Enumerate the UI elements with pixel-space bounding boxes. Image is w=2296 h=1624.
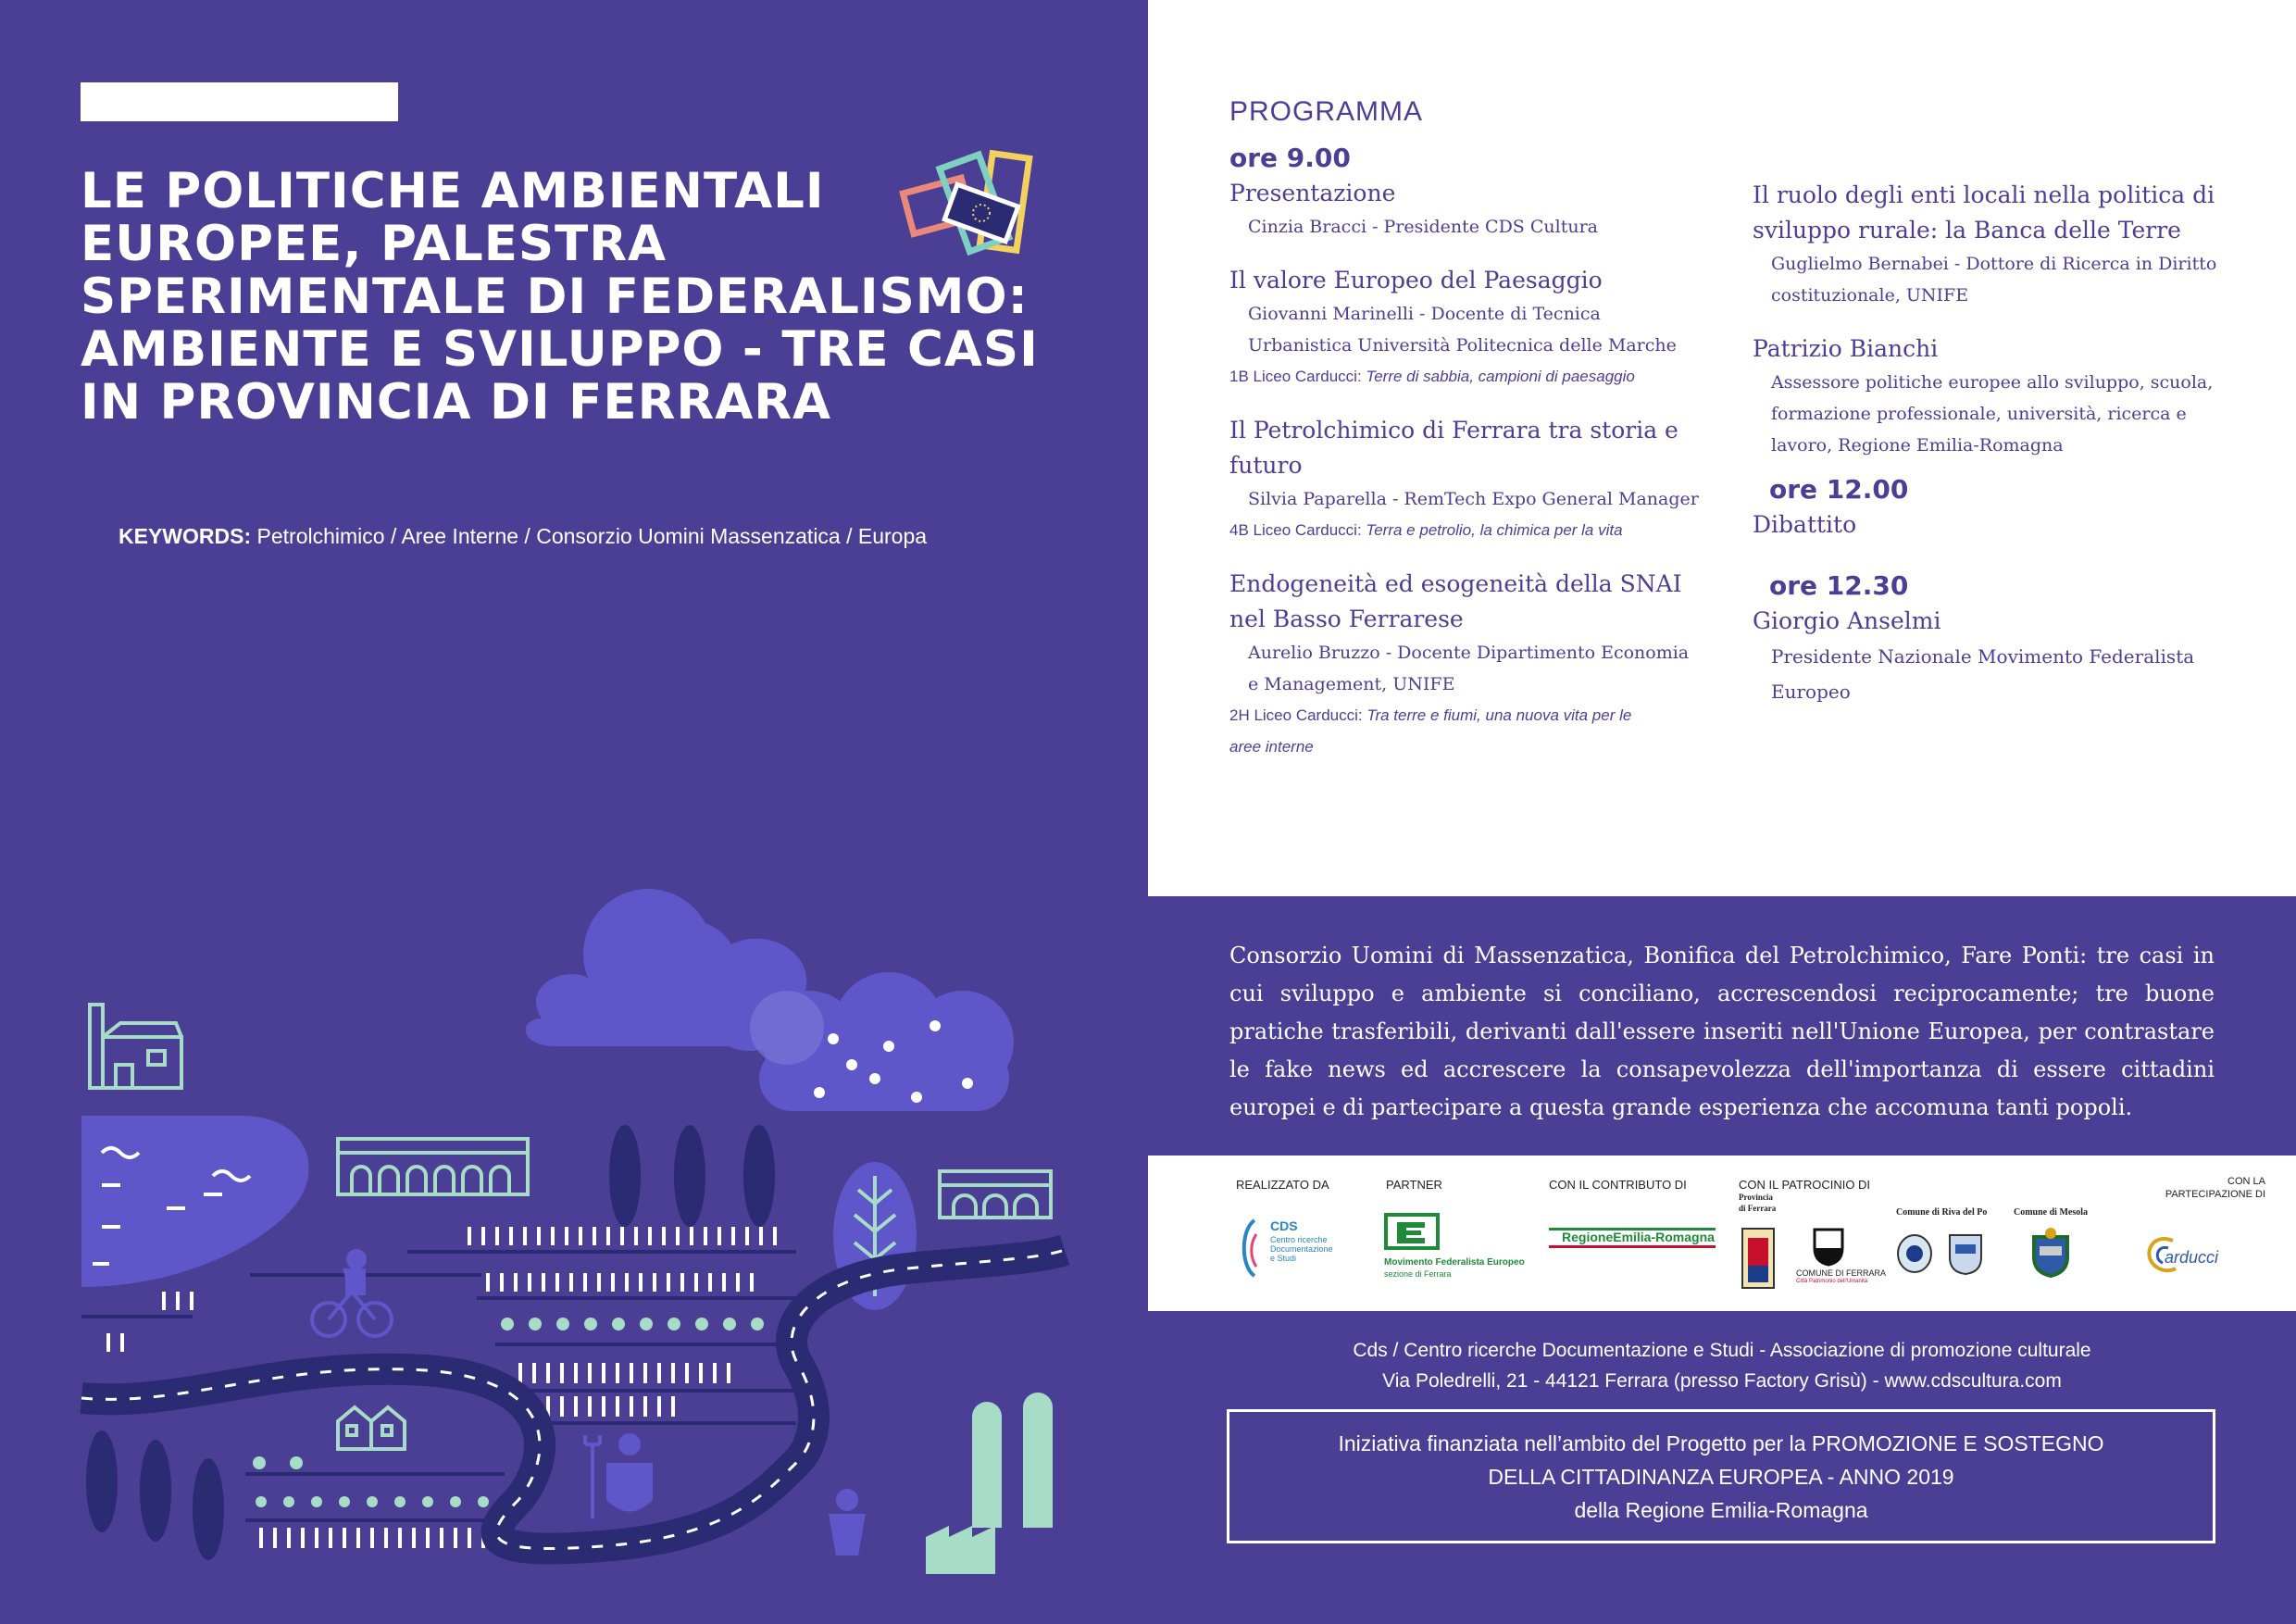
talk-school [1229,700,1711,731]
funding-box [1227,1409,2215,1543]
logo-label: CON IL PATROCINIO DI [1739,1178,1871,1192]
provincia-label: Provincia [1739,1193,1773,1202]
talk-school [1229,515,1711,546]
talk-speaker: e Management, UNIFE [1248,674,1455,694]
time-slot: ore 12.30 [1769,570,1909,601]
cds-logo-sub: Centro ricerche [1270,1235,1328,1244]
school-topic: aree interne [1229,738,1314,756]
school-topic: Tra terre e fiumi, una nuova vita per le [1366,706,1632,724]
school-label: 2H Liceo Carducci: [1229,706,1367,724]
talk-school [1229,361,1711,393]
school-topic: Terra e petrolio, la chimica per la vita [1366,521,1623,539]
comune-ferrara-text: COMUNE DI FERRARA [1796,1268,1887,1278]
bridge-icon [940,1171,1051,1218]
comune-ferrara-crest-icon [1810,1225,1847,1267]
talk-title: Giorgio Anselmi [1753,607,1941,634]
mfe-logo-text: Movimento Federalista Europeo [1384,1257,1525,1268]
talk-title: Il Petrolchimico di Ferrara tra storia e [1229,417,1678,443]
logo-label: PARTECIPAZIONE DI [2165,1189,2265,1200]
talk-speaker: Assessore politiche europee allo sviluppo, scuola, [1771,372,2214,393]
provincia-label: di Ferrara [1739,1204,1777,1213]
time-slot: ore 9.00 [1229,143,1351,173]
cloud-icon [750,972,1014,1111]
talk-speaker: formazione professionale, università, ricerca e [1771,404,2187,424]
title-line: LE POLITICHE AMBIENTALI [81,163,825,219]
carducci-logo-text: arducci [2165,1248,2219,1267]
bridge-icon [338,1139,528,1194]
talk-speaker: Cinzia Bracci - Presidente CDS Cultura [1248,217,1598,237]
talk-speaker: Giovanni Marinelli - Docente di Tecnica [1248,304,1601,324]
comune-ferrara-sub: Città Patrimonio dell'Umanità [1796,1279,1868,1284]
cds-logo-text: CDS [1270,1218,1298,1233]
logos-strip [1148,1156,2296,1311]
footer-line: Via Poledrelli, 21 - 44121 Ferrara (presso Factory Grisù) - www.cdscultura.com [1382,1370,2062,1392]
talk-school [1229,731,1711,763]
riva-crest-icon [1896,1228,1989,1276]
school-label: 1B Liceo Carducci: [1229,368,1366,385]
talk-speaker: Guglielmo Bernabei - Dottore di Ricerca in Diritto [1771,254,2217,274]
factory-icon [90,1005,181,1088]
logo-label: CON IL CONTRIBUTO DI [1549,1178,1687,1192]
farmer-icon [585,1433,653,1518]
house-icon [338,1407,405,1449]
provincia-crest-icon [1739,1225,1778,1292]
talk-speaker: Europeo [1771,681,1851,703]
title-line: IN PROVINCIA DI FERRARA [81,374,832,431]
mfe-logo-icon [1384,1213,1440,1250]
talk-title: futuro [1229,452,1303,479]
factory-icon [926,1526,995,1574]
talk-speaker: Presidente Nazionale Movimento Federalista [1771,645,2195,668]
programma-column-1 [1229,141,1711,763]
regione-logo-text: RegioneEmilia-Romagna [1562,1230,1715,1244]
keywords [119,524,927,549]
school-topic: Terre di sabbia, campioni di paesaggio [1366,368,1635,385]
talk-title: Dibattito [1753,511,1857,538]
funding-line: Iniziativa finanziata nell’ambito del Progetto per la PROMOZIONE E SOSTEGNO [1338,1431,2104,1455]
funding-line: DELLA CITTADINANZA EUROPEA - ANNO 2019 [1488,1465,1954,1489]
mesola-crest-icon [2023,1226,2078,1281]
talk-title: Il ruolo degli enti locali nella politica di [1753,181,2215,208]
event-description: Consorzio Uomini di Massenzatica, Bonifica del Petrolchimico, Fare Ponti: tre casi in cui sviluppo e ambiente si conciliano, accrescendosi reciprocamente; tre buone pratiche trasferibili, derivanti dall'essere inseriti nell'Unione Europea, per contrastare le fake news ed accrescere la consapevolezza dell'importanza di essere cittadini europei e di partecipare a questa grande esperienza che accomuna tanti popoli. [1229,943,2215,1120]
logo-label: REALIZZATO DA [1236,1178,1329,1192]
eu-flag-shapes-icon [898,148,1060,259]
talk-title: sviluppo rurale: la Banca delle Terre [1753,217,2181,244]
cyclist-icon [312,1251,392,1336]
talk-title: Il valore Europeo del Paesaggio [1229,267,1603,294]
talk-speaker: lavoro, Regione Emilia-Romagna [1771,435,2064,456]
title-line: SPERIMENTALE DI FEDERALISMO: [81,269,1029,325]
footer [1148,1335,2296,1396]
talk-speaker: Silvia Paparella - RemTech Expo General Manager [1248,489,1699,509]
logo-label: CON LA [2227,1176,2265,1187]
decorative-bar [81,82,398,121]
mesola-label: Comune di Mesola [2014,1207,2088,1218]
riva-label: Comune di Riva del Po [1896,1207,1988,1218]
talk-speaker: Aurelio Bruzzo - Docente Dipartimento Economia [1248,643,1690,663]
school-label: 4B Liceo Carducci: [1229,521,1366,539]
keywords-label: KEYWORDS: [119,524,252,548]
mfe-logo-sub: sezione di Ferrara [1384,1269,1452,1279]
programma-panel [1148,0,2296,896]
programma-column-2 [1753,178,2234,709]
talk-title: nel Basso Ferrarese [1229,606,1464,632]
talk-speaker: costituzionale, UNIFE [1771,285,1969,306]
title-line: EUROPEE, PALESTRA [81,216,668,272]
logo-label: PARTNER [1386,1178,1442,1192]
cds-logo-sub: e Studi [1270,1254,1297,1263]
landscape-illustration [0,880,1148,1624]
footer-line: Cds / Centro ricerche Documentazione e Studi - Associazione di promozione culturale [1353,1340,2091,1361]
keywords-text: Petrolchimico / Aree Interne / Consorzio Uomini Massenzatica / Europa [251,524,928,548]
lake-icon [81,1116,309,1287]
person-icon [829,1489,866,1555]
cds-logo-sub: Documentazione [1270,1244,1333,1254]
talk-title: Presentazione [1229,180,1396,206]
talk-title: Endogeneità ed esogeneità della SNAI [1229,570,1682,597]
programma-title: PROGRAMMA [1229,96,1424,127]
chimney-icon [972,1393,1053,1528]
funding-line: della Regione Emilia-Romagna [1574,1498,1868,1522]
time-slot: ore 12.00 [1769,474,1909,505]
road-icon [81,1250,1065,1549]
talk-title: Patrizio Bianchi [1753,335,1939,362]
title-line: AMBIENTE E SVILUPPO - TRE CASI [81,321,1039,378]
talk-speaker: Urbanistica Università Politecnica delle Marche [1248,335,1677,356]
